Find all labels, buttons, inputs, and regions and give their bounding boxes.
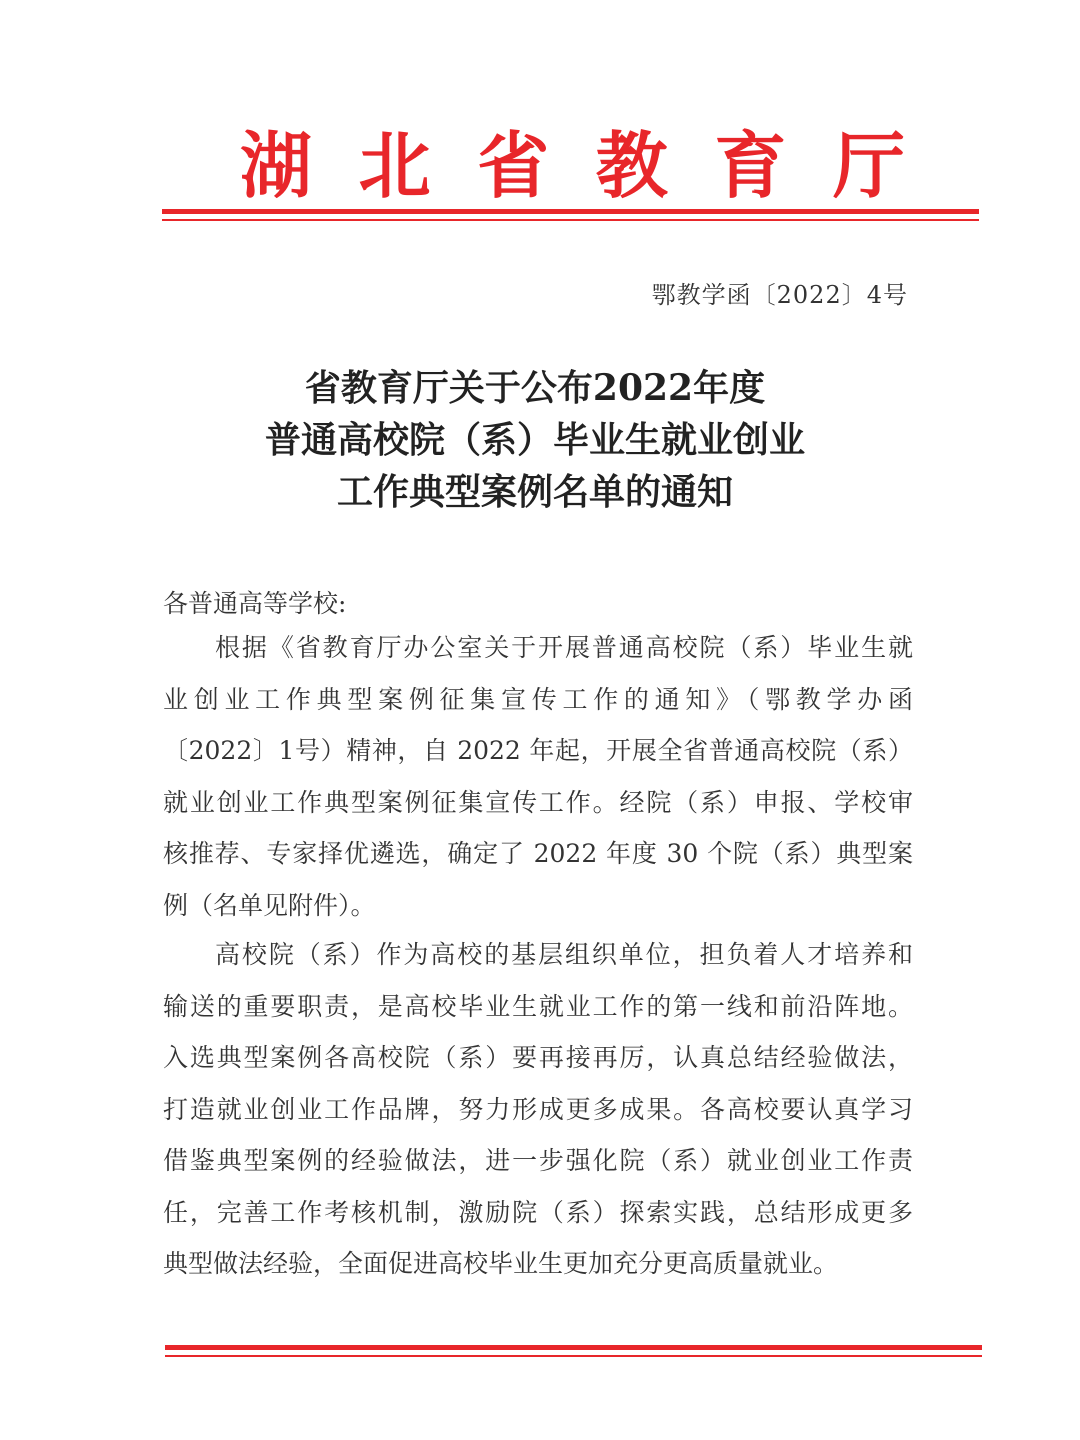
footer-rule-thin bbox=[165, 1355, 982, 1357]
org-char: 省 bbox=[477, 123, 550, 208]
text-line: 根据《省教育厅办公室关于开展普通高校院（系）毕业生就 bbox=[215, 633, 913, 662]
footer-rule-thick bbox=[165, 1345, 982, 1350]
text-line: 打造就业创业工作品牌，努力形成更多成果。各高校要认真学习 bbox=[163, 1094, 913, 1124]
text-line: 〔2022〕1号）精神，自 2022 年起，开展全省普通高校院（系） bbox=[163, 736, 913, 765]
document-title bbox=[0, 362, 1070, 518]
text-line: 任，完善工作考核机制，激励院（系）探索实践，总结形成更多 bbox=[163, 1197, 913, 1227]
issuing-authority-header bbox=[240, 115, 905, 208]
org-char: 厅 bbox=[832, 123, 905, 208]
text-line: 输送的重要职责，是高校毕业生就业工作的第一线和前沿阵地。 bbox=[163, 991, 913, 1021]
org-char: 育 bbox=[714, 123, 787, 208]
text-line: 核推荐、专家择优遴选，确定了 2022 年度 30 个院（系）典型案 bbox=[163, 839, 913, 868]
org-char: 教 bbox=[595, 123, 668, 208]
header-rule-thin bbox=[162, 219, 979, 221]
salutation: 各普通高等学校: bbox=[163, 589, 347, 618]
paragraph-1 bbox=[163, 622, 913, 931]
text-line: 入选典型案例各高校院（系）要再接再厉，认真总结经验做法， bbox=[163, 1043, 913, 1072]
org-char: 北 bbox=[358, 123, 431, 208]
org-char: 湖 bbox=[240, 123, 313, 208]
title-line: 普通高校院（系）毕业生就业创业 bbox=[264, 419, 805, 461]
document-number: 鄂教学函〔2022〕4号 bbox=[651, 281, 908, 309]
text-line: 业创业工作典型案例征集宣传工作的通知》（鄂教学办函 bbox=[163, 684, 913, 714]
text-line: 典型做法经验，全面促进高校毕业生更加充分更高质量就业。 bbox=[163, 1249, 839, 1278]
title-line: 工作典型案例名单的通知 bbox=[336, 471, 733, 513]
paragraph-2 bbox=[163, 929, 913, 1290]
text-line: 就业创业工作典型案例征集宣传工作。经院（系）申报、学校审 bbox=[163, 787, 913, 817]
text-line: 借鉴典型案例的经验做法，进一步强化院（系）就业创业工作责 bbox=[163, 1146, 913, 1175]
title-line: 省教育厅关于公布2022年度 bbox=[304, 367, 766, 409]
text-line: 高校院（系）作为高校的基层组织单位，担负着人才培养和 bbox=[215, 940, 913, 969]
text-line: 例（名单见附件）。 bbox=[163, 890, 376, 920]
header-rule-thick bbox=[162, 209, 979, 214]
